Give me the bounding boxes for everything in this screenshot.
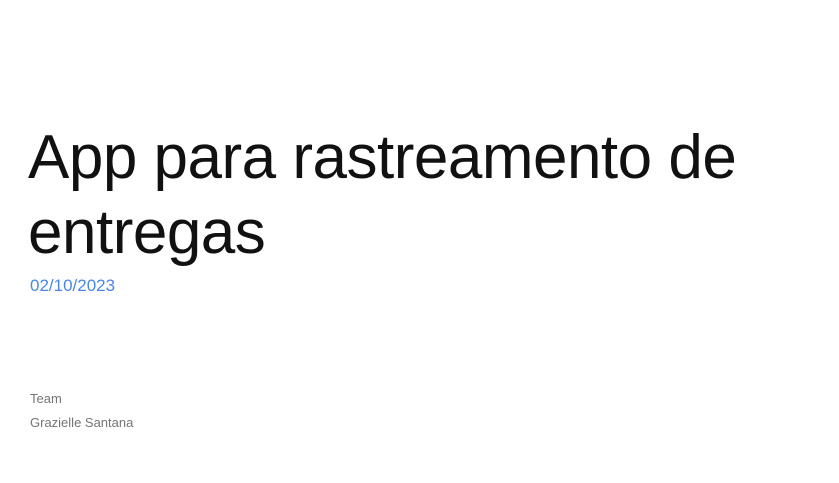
slide-date: 02/10/2023 <box>30 276 116 295</box>
team-label: Team <box>30 391 62 406</box>
team-member-name: Grazielle Santana <box>30 415 134 430</box>
slide-title: App para rastreamento de entregas <box>28 123 737 267</box>
